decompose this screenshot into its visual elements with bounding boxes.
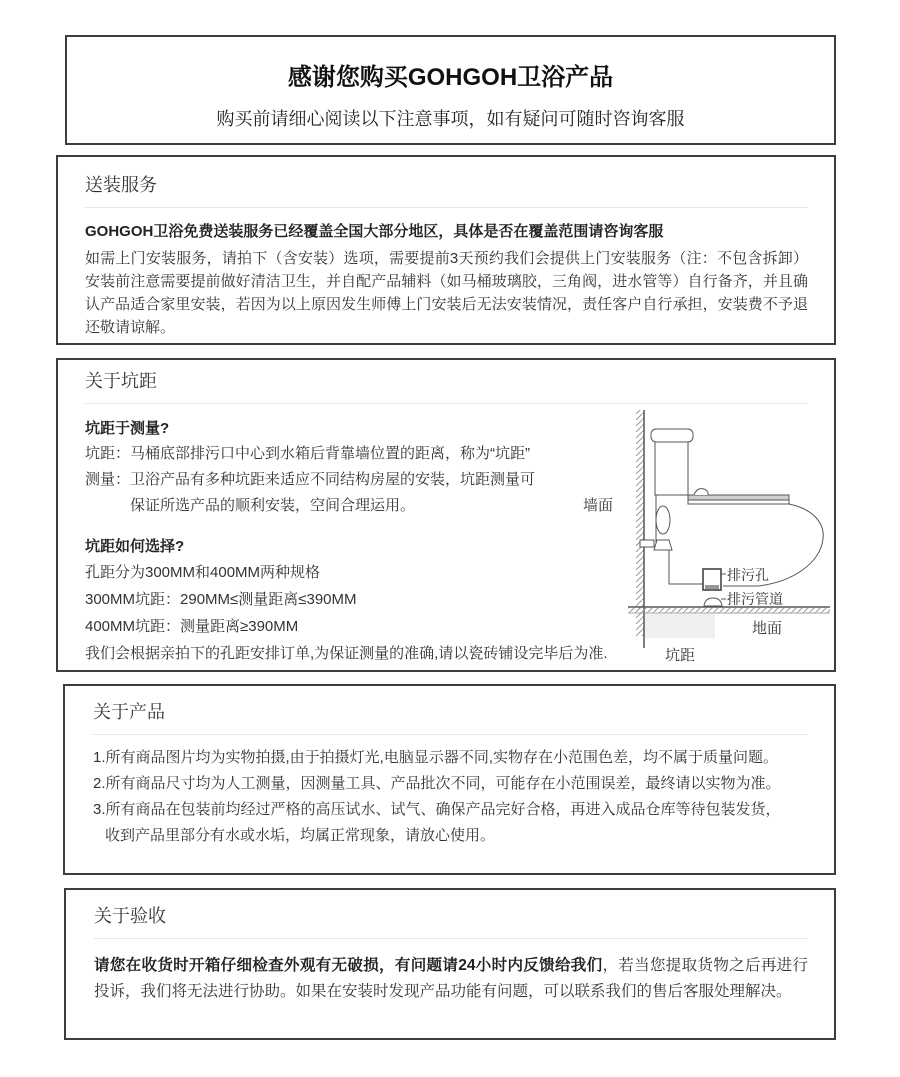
pit-distance-label: 坑距 <box>665 647 696 664</box>
pit-section-title: 关于坑距 <box>85 371 157 391</box>
pit-spec-line: 孔距分为300MM和400MM两种规格 <box>85 564 321 581</box>
acceptance-body-text <box>94 953 808 1005</box>
page-title: 感谢您购买GOHGOH卫浴产品 <box>287 64 614 91</box>
wall-bracket <box>640 540 654 547</box>
pit-distance-section <box>56 358 836 672</box>
seat-hinge <box>694 489 708 495</box>
wall-hatch <box>636 410 644 636</box>
floor-label: 地面 <box>752 620 783 637</box>
acceptance-section-title: 关于验收 <box>94 906 166 926</box>
toilet-tank <box>655 442 688 495</box>
trapway-line <box>669 550 703 584</box>
toilet-diagram <box>582 402 832 668</box>
drain-pipe-label: 排污管道 <box>727 591 783 607</box>
acceptance-section <box>64 888 836 1040</box>
welcome-box <box>65 35 836 145</box>
fill-valve <box>656 506 670 534</box>
delivery-body-text: 如需上门安装服务，请拍下（含安装）选项，需要提前3天预约我们会提供上门安装服务（注：不包含拆卸）安装前注意需要提前做好清洁卫生，并自配产品辅料（如马桶玻璃胶，三角阀，进水管等）自行备齐，并且确认产品适合家里安装，若因为以上原因发生师傅上门安装后无法安装情况，责任客户自行承担，安装费不予退还敬请谅解。 <box>85 250 808 336</box>
toilet-diagram-svg <box>582 402 832 668</box>
pit-choose-question: 坑距如何选择? <box>85 538 185 555</box>
measure-definition-line <box>85 467 605 493</box>
pit-400mm-line: 400MM坑距：测量距离≥390MM <box>85 618 299 635</box>
drain-hole-label: 排污孔 <box>727 567 769 583</box>
toilet-seat-lid <box>688 495 789 500</box>
products-notes-list <box>93 745 808 849</box>
page-subtitle: 购买前请细心阅读以下注意事项，如有疑问可随时咨询客服 <box>216 109 685 129</box>
toilet-seat <box>688 500 789 504</box>
products-section-title: 关于产品 <box>93 702 165 722</box>
wall-label: 墙面 <box>583 497 614 514</box>
drain-hole-base <box>705 585 719 589</box>
ground-hatch <box>628 608 830 613</box>
tank-lid <box>651 429 693 442</box>
pit-definition-line <box>85 441 605 467</box>
section-divider <box>93 734 808 735</box>
pit-measure-question: 坑距于测量? <box>85 420 170 437</box>
pit-distance-band <box>645 614 715 638</box>
drain-pipe-flange <box>704 598 722 606</box>
acceptance-bold-text: 请您在收货时开箱仔细检查外观有无破损，有问题请24小时内反馈给我们 <box>94 957 603 974</box>
measure-definition-continuation: 保证所选产品的顺利安装，空间合理运用。 <box>130 497 416 514</box>
section-divider <box>94 938 808 939</box>
delivery-service-section <box>56 155 836 345</box>
delivery-section-title: 送装服务 <box>85 175 157 195</box>
measure-definition-label: 测量： <box>85 471 131 488</box>
product-note-1: 1.所有商品图片均为实物拍摄,由于拍摄灯光,电脑显示器不同,实物存在小范围色差，均不属于质量问题。 <box>93 749 779 766</box>
product-note-2: 2.所有商品尺寸均为人工测量，因测量工具、产品批次不同，可能存在小范围误差，最终请以实物为准。 <box>93 775 781 792</box>
product-note-3-continuation: 收到产品里部分有水或水垢，均属正常现象，请放心使用。 <box>105 827 496 844</box>
pit-definition-label: 坑距： <box>85 445 131 462</box>
product-note-3: 3.所有商品在包装前均经过严格的高压试水、试气、确保产品完好合格，再进入成品仓库等待包装发货， <box>93 801 781 818</box>
measure-definition-text: 卫浴产品有多种坑距来适应不同结构房屋的安装，坑距测量可 <box>130 471 536 488</box>
delivery-lead-text: GOHGOH卫浴免费送装服务已经覆盖全国大部分地区，具体是否在覆盖范围请咨询客服 <box>85 223 664 240</box>
pit-definition-text: 马桶底部排污口中心到水箱后背靠墙位置的距离，称为“坑距” <box>130 445 531 462</box>
section-divider <box>85 207 808 208</box>
pit-order-note-line: 我们会根据亲拍下的孔距安排订单,为保证测量的准确,请以瓷砖铺设完毕后为准. <box>85 645 608 662</box>
valve-base <box>654 540 672 550</box>
products-section <box>63 684 836 875</box>
acceptance-rest-text: ，若当您提取货物之后再进行投诉，我们将无法进行协助。如果在安装时发现产品功能有问题，可以联系我们的售后客服处理解决。 <box>94 957 808 1000</box>
pit-300mm-line: 300MM坑距：290MM≤测量距离≤390MM <box>85 591 357 608</box>
